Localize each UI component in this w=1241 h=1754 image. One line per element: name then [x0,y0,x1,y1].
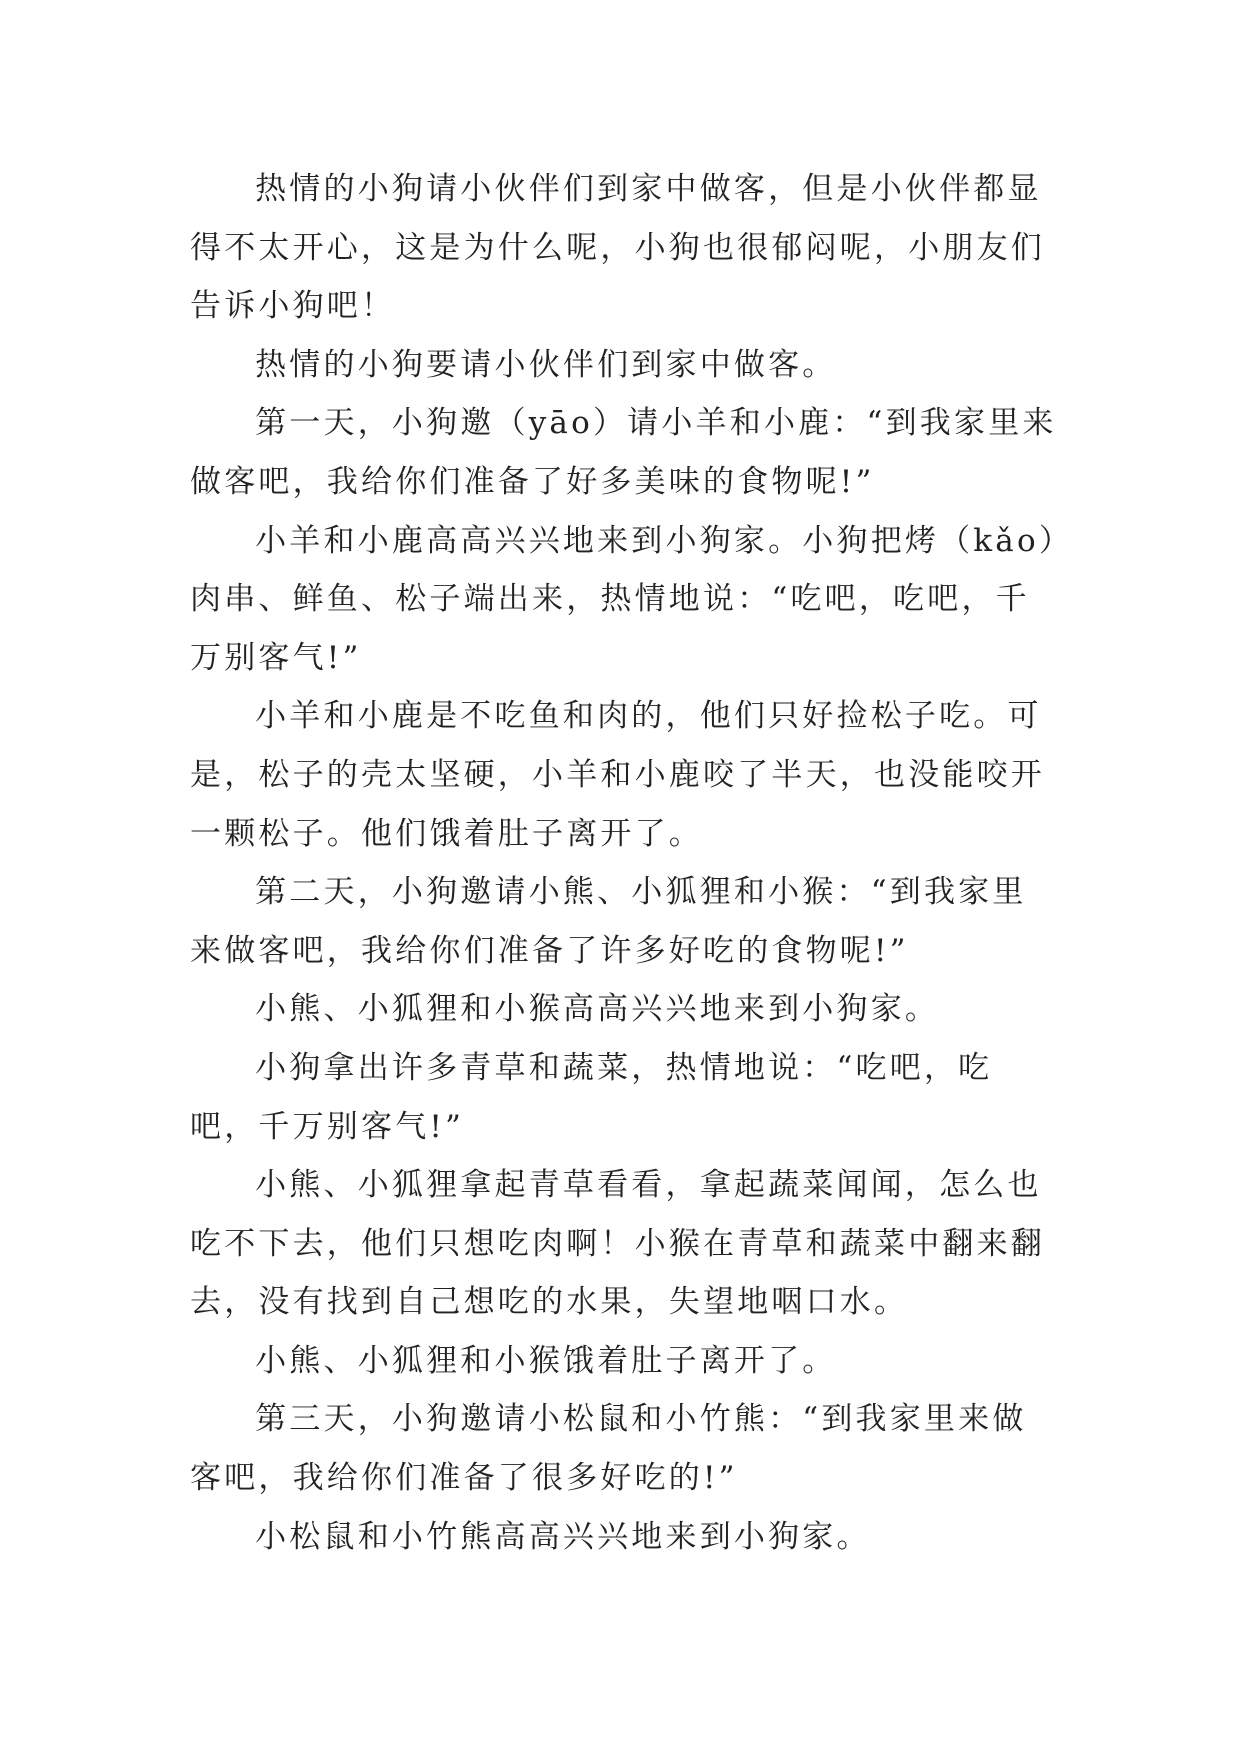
paragraph-day-two-food: 小狗拿出许多青草和蔬菜，热情地说：“吃吧，吃吧，千万别客气!” [190,1049,993,1145]
paragraph-day-two-leave: 小熊、小狐狸和小猴饿着肚子离开了。 [255,1342,837,1379]
paragraph-day-two-invite: 第二天，小狗邀请小熊、小狐狸和小猴：“到我家里来做客吧，我给你们准备了许多好吃的食物呢!” [190,874,1027,969]
paragraph-invitation: 热情的小狗要请小伙伴们到家中做客。 [255,346,837,383]
story-text [190,160,1060,1566]
paragraph-intro: 热情的小狗请小伙伴们到家中做客，但是小伙伴都显得不太开心，这是为什么呢，小狗也很郁闷呢，小朋友们告诉小狗吧！ [190,171,1045,325]
paragraph-day-three-invite: 第三天，小狗邀请小松鼠和小竹熊：“到我家里来做客吧，我给你们准备了很多好吃的!” [190,1401,1027,1497]
paragraph-day-one-leave: 小羊和小鹿是不吃鱼和肉的，他们只好捡松子吃。可是，松子的壳太坚硬，小羊和小鹿咬了半天，也没能咬开一颗松子。他们饿着肚子离开了。 [190,698,1045,852]
paragraph-day-one-food: 小羊和小鹿高高兴兴地来到小狗家。小狗把烤（kǎo）肉串、鲜鱼、松子端出来，热情地说：“吃吧，吃吧，千万别客气!” [190,522,1058,676]
paragraph-day-one-invite: 第一天，小狗邀（yāo）请小羊和小鹿：“到我家里来做客吧，我给你们准备了好多美味的食物呢!” [190,405,1057,500]
paragraph-day-two-reaction: 小熊、小狐狸拿起青草看看，拿起蔬菜闻闻，怎么也吃不下去，他们只想吃肉啊！小猴在青草和蔬菜中翻来翻去，没有找到自己想吃的水果，失望地咽口水。 [190,1167,1045,1321]
paragraph-day-two-arrive: 小熊、小狐狸和小猴高高兴兴地来到小狗家。 [255,991,940,1028]
paragraph-day-three-arrive: 小松鼠和小竹熊高高兴兴地来到小狗家。 [255,1518,871,1555]
